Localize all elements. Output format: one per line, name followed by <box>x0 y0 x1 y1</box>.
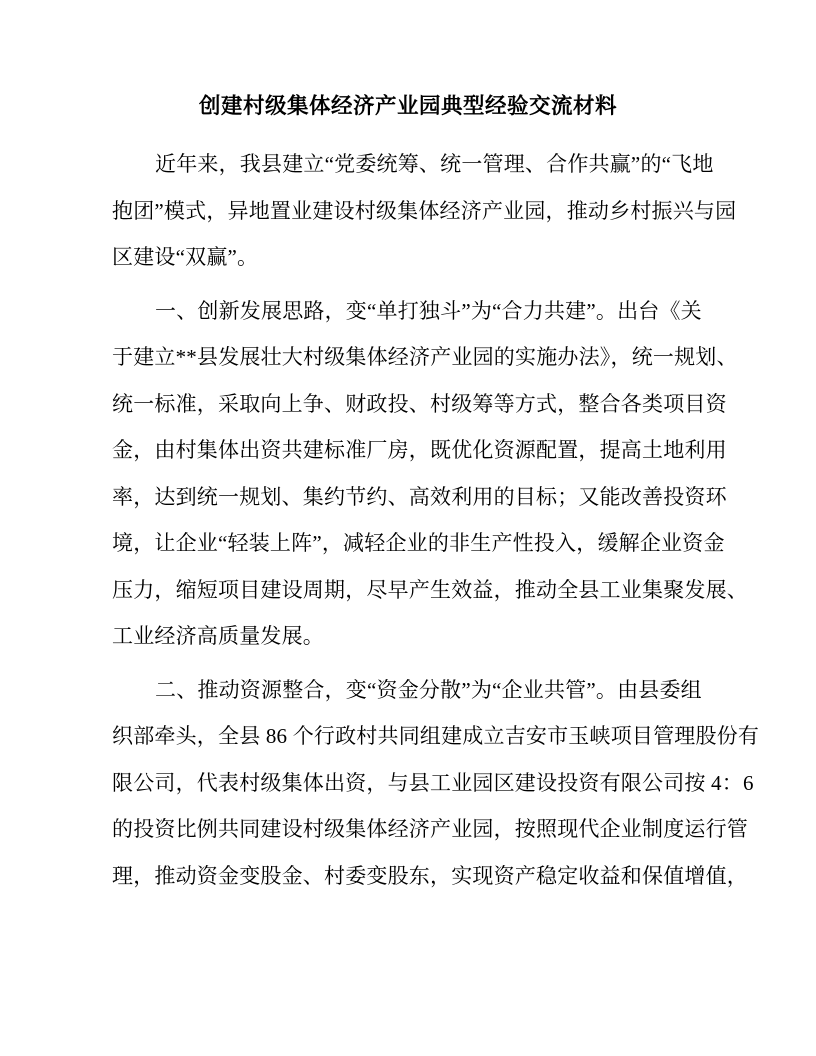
text-line: 压力，缩短项目建设周期，尽早产生效益，推动全县工业集聚发展、 <box>112 577 748 602</box>
text-line: 理，推动资金变股金、村委变股东，实现资产稳定收益和保值增值， <box>112 863 748 888</box>
text-line: 织部牵头，全县 86 个行政村共同组建成立吉安市玉峡项目管理股份有 <box>112 724 760 748</box>
text-line: 限公司，代表村级集体出资，与县工业园区建设投资有限公司按 4：6 <box>112 770 754 795</box>
document-title: 创建村级集体经济产业园典型经验交流材料 <box>198 94 617 118</box>
paragraph <box>112 152 737 292</box>
paragraph <box>112 298 748 671</box>
text-line: 于建立**县发展壮大村级集体经济产业园的实施办法》，统一规划、 <box>112 345 738 369</box>
text-line: 一、创新发展思路，变“单打独斗”为“合力共建”。出台《关 <box>155 298 702 323</box>
paragraph <box>112 677 760 911</box>
text-line: 区建设“双赢”。 <box>112 245 259 269</box>
text-line: 二、推动资源整合，变“资金分散”为“企业共管”。由县委组 <box>155 677 702 702</box>
text-line: 金，由村集体出资共建标准厂房，既优化资源配置，提高土地利用 <box>112 438 727 462</box>
text-line: 抱团”模式，异地置业建设村级集体经济产业园，推动乡村振兴与园 <box>112 198 737 223</box>
text-line: 近年来，我县建立“党委统筹、统一管理、合作共赢”的“飞地 <box>155 152 714 176</box>
document-body <box>112 152 760 910</box>
text-line: 的投资比例共同建设村级集体经济产业园，按照现代企业制度运行管 <box>112 817 748 841</box>
text-line: 统一标准，采取向上争、财政投、村级筹等方式，整合各类项目资 <box>112 391 727 416</box>
text-line: 境，让企业“轻装上阵”，减轻企业的非生产性投入，缓解企业资金 <box>112 531 725 555</box>
text-line: 工业经济高质量发展。 <box>112 624 324 648</box>
text-line: 率，达到统一规划、集约节约、高效利用的目标；又能改善投资环 <box>112 484 727 509</box>
